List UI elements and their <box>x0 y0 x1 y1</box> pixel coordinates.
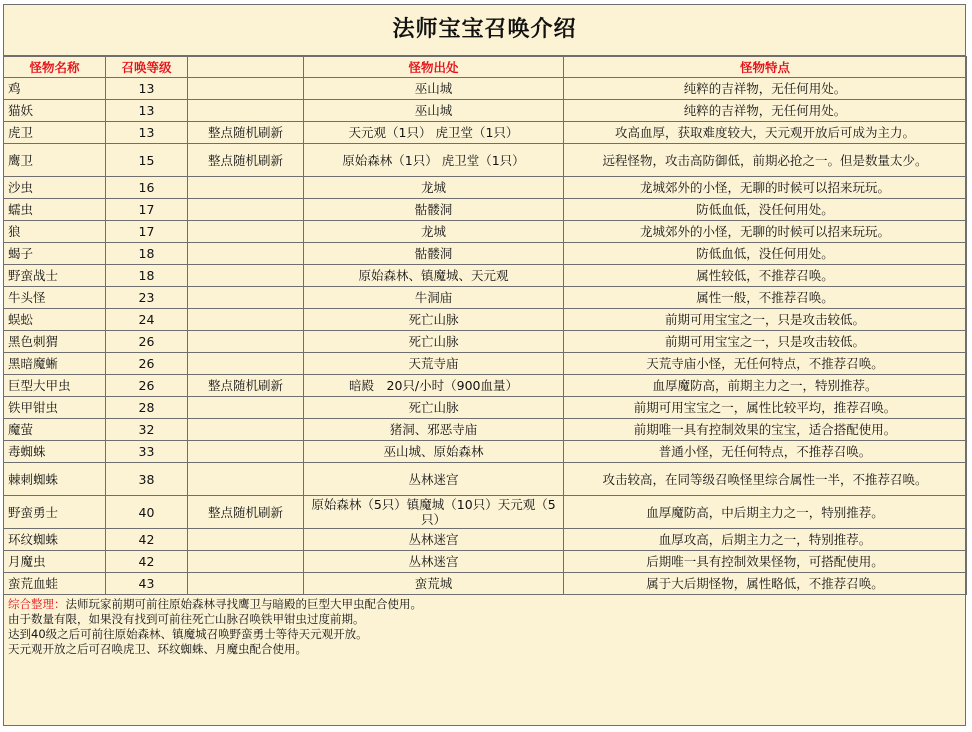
table-row <box>4 144 967 177</box>
monster-name-cell: 鹰卫 <box>4 144 106 177</box>
monster-name-cell: 虎卫 <box>4 122 106 144</box>
summon-level-cell: 26 <box>106 375 188 397</box>
table-row <box>4 496 967 529</box>
table-row <box>4 287 967 309</box>
location-cell: 死亡山脉 <box>304 309 564 331</box>
summon-level-cell: 13 <box>106 78 188 100</box>
summon-level-cell: 17 <box>106 199 188 221</box>
feature-cell: 攻击较高，在同等级召唤怪里综合属性一半，不推荐召唤。 <box>564 463 967 496</box>
monster-name-cell: 牛头怪 <box>4 287 106 309</box>
refresh-note-cell <box>188 463 304 496</box>
refresh-note-cell <box>188 287 304 309</box>
table-row <box>4 331 967 353</box>
monster-name-cell: 月魔虫 <box>4 551 106 573</box>
table-row <box>4 199 967 221</box>
monster-name-cell: 蠕虫 <box>4 199 106 221</box>
table-row <box>4 573 967 595</box>
summon-level-cell: 23 <box>106 287 188 309</box>
location-cell: 巫山城 <box>304 100 564 122</box>
header-feature: 怪物特点 <box>564 57 967 78</box>
location-cell: 原始森林、镇魔城、天元观 <box>304 265 564 287</box>
location-cell: 猪洞、邪恶寺庙 <box>304 419 564 441</box>
feature-cell: 纯粹的吉祥物，无任何用处。 <box>564 78 967 100</box>
location-cell: 蛮荒城 <box>304 573 564 595</box>
location-cell: 死亡山脉 <box>304 331 564 353</box>
summary-line-1: 综合整理：法师玩家前期可前往原始森林寻找鹰卫与暗殿的巨型大甲虫配合使用。 <box>8 597 422 611</box>
feature-cell: 前期可用宝宝之一，只是攻击较低。 <box>564 309 967 331</box>
table-row <box>4 122 967 144</box>
refresh-note-cell <box>188 419 304 441</box>
summary-line-3: 达到40级之后可前往原始森林、镇魔城召唤野蛮勇士等待天元观开放。 <box>8 627 368 641</box>
refresh-note-cell <box>188 177 304 199</box>
feature-cell: 前期可用宝宝之一，只是攻击较低。 <box>564 331 967 353</box>
summary-label: 综合整理： <box>8 597 66 611</box>
summon-level-cell: 40 <box>106 496 188 529</box>
table-row <box>4 265 967 287</box>
feature-cell: 属于大后期怪物，属性略低，不推荐召唤。 <box>564 573 967 595</box>
summon-level-cell: 18 <box>106 265 188 287</box>
location-cell: 天荒寺庙 <box>304 353 564 375</box>
location-cell: 巫山城、原始森林 <box>304 441 564 463</box>
refresh-note-cell: 整点随机刷新 <box>188 144 304 177</box>
summary-line-2: 由于数量有限，如果没有找到可前往死亡山脉召唤铁甲钳虫过度前期。 <box>8 612 365 626</box>
feature-cell: 远程怪物，攻击高防御低，前期必抢之一。但是数量太少。 <box>564 144 967 177</box>
summon-level-cell: 26 <box>106 353 188 375</box>
summon-level-cell: 28 <box>106 397 188 419</box>
feature-cell: 天荒寺庙小怪，无任何特点，不推荐召唤。 <box>564 353 967 375</box>
location-cell: 丛林迷宫 <box>304 463 564 496</box>
feature-cell: 防低血低，没任何用处。 <box>564 199 967 221</box>
monster-name-cell: 猫妖 <box>4 100 106 122</box>
summon-level-cell: 13 <box>106 100 188 122</box>
refresh-note-cell <box>188 243 304 265</box>
monster-name-cell: 巨型大甲虫 <box>4 375 106 397</box>
table-row <box>4 309 967 331</box>
monster-name-cell: 蜈蚣 <box>4 309 106 331</box>
refresh-note-cell <box>188 441 304 463</box>
summon-level-cell: 32 <box>106 419 188 441</box>
spreadsheet <box>3 4 966 726</box>
refresh-note-cell <box>188 331 304 353</box>
refresh-note-cell <box>188 397 304 419</box>
monster-name-cell: 蛮荒血蛙 <box>4 573 106 595</box>
table-row <box>4 78 967 100</box>
location-cell: 天元观（1只） 虎卫堂（1只） <box>304 122 564 144</box>
monster-name-cell: 野蛮勇士 <box>4 496 106 529</box>
feature-cell: 血厚攻高，后期主力之一，特别推荐。 <box>564 529 967 551</box>
feature-cell: 普通小怪，无任何特点，不推荐召唤。 <box>564 441 967 463</box>
monster-name-cell: 魔萤 <box>4 419 106 441</box>
table-row <box>4 397 967 419</box>
monster-name-cell: 环纹蜘蛛 <box>4 529 106 551</box>
location-cell: 原始森林（5只）镇魔城（10只）天元观（5只） <box>304 496 564 529</box>
feature-cell: 后期唯一具有控制效果怪物，可搭配使用。 <box>564 551 967 573</box>
table-row <box>4 419 967 441</box>
summary-line-4: 天元观开放之后可召唤虎卫、环纹蜘蛛、月魔虫配合使用。 <box>8 642 307 656</box>
table-row <box>4 375 967 397</box>
refresh-note-cell: 整点随机刷新 <box>188 375 304 397</box>
refresh-note-cell <box>188 265 304 287</box>
summon-level-cell: 18 <box>106 243 188 265</box>
table-header-row <box>4 57 967 78</box>
location-cell: 龙城 <box>304 177 564 199</box>
summon-level-cell: 17 <box>106 221 188 243</box>
summon-level-cell: 33 <box>106 441 188 463</box>
table-body <box>4 78 967 595</box>
table-row <box>4 463 967 496</box>
location-cell: 龙城 <box>304 221 564 243</box>
location-cell: 巫山城 <box>304 78 564 100</box>
monster-name-cell: 黑暗魔蜥 <box>4 353 106 375</box>
table-row <box>4 551 967 573</box>
feature-cell: 纯粹的吉祥物，无任何用处。 <box>564 100 967 122</box>
refresh-note-cell <box>188 551 304 573</box>
header-name: 怪物名称 <box>4 57 106 78</box>
summon-table <box>3 56 967 595</box>
monster-name-cell: 狼 <box>4 221 106 243</box>
refresh-note-cell: 整点随机刷新 <box>188 496 304 529</box>
refresh-note-cell <box>188 353 304 375</box>
refresh-note-cell <box>188 529 304 551</box>
summary-notes <box>4 595 965 659</box>
feature-cell: 龙城郊外的小怪，无聊的时候可以招来玩玩。 <box>564 177 967 199</box>
summon-level-cell: 13 <box>106 122 188 144</box>
summon-level-cell: 15 <box>106 144 188 177</box>
monster-name-cell: 毒蜘蛛 <box>4 441 106 463</box>
summon-level-cell: 16 <box>106 177 188 199</box>
monster-name-cell: 铁甲钳虫 <box>4 397 106 419</box>
refresh-note-cell <box>188 573 304 595</box>
monster-name-cell: 鸡 <box>4 78 106 100</box>
monster-name-cell: 蝎子 <box>4 243 106 265</box>
monster-name-cell: 野蛮战士 <box>4 265 106 287</box>
location-cell: 牛洞庙 <box>304 287 564 309</box>
refresh-note-cell <box>188 309 304 331</box>
feature-cell: 血厚魔防高，前期主力之一，特别推荐。 <box>564 375 967 397</box>
location-cell: 丛林迷宫 <box>304 529 564 551</box>
summon-level-cell: 38 <box>106 463 188 496</box>
header-refresh <box>188 57 304 78</box>
feature-cell: 属性一般，不推荐召唤。 <box>564 287 967 309</box>
feature-cell: 攻高血厚，获取难度较大，天元观开放后可成为主力。 <box>564 122 967 144</box>
monster-name-cell: 棘刺蜘蛛 <box>4 463 106 496</box>
header-level: 召唤等级 <box>106 57 188 78</box>
summon-level-cell: 26 <box>106 331 188 353</box>
monster-name-cell: 沙虫 <box>4 177 106 199</box>
table-row <box>4 243 967 265</box>
table-row <box>4 100 967 122</box>
feature-cell: 前期唯一具有控制效果的宝宝，适合搭配使用。 <box>564 419 967 441</box>
refresh-note-cell <box>188 199 304 221</box>
summon-level-cell: 24 <box>106 309 188 331</box>
feature-cell: 防低血低，没任何用处。 <box>564 243 967 265</box>
refresh-note-cell: 整点随机刷新 <box>188 122 304 144</box>
location-cell: 原始森林（1只） 虎卫堂（1只） <box>304 144 564 177</box>
feature-cell: 血厚魔防高，中后期主力之一，特别推荐。 <box>564 496 967 529</box>
monster-name-cell: 黑色刺猬 <box>4 331 106 353</box>
location-cell: 丛林迷宫 <box>304 551 564 573</box>
table-row <box>4 177 967 199</box>
table-row <box>4 221 967 243</box>
refresh-note-cell <box>188 221 304 243</box>
header-location: 怪物出处 <box>304 57 564 78</box>
table-row <box>4 441 967 463</box>
location-cell: 骷髅洞 <box>304 199 564 221</box>
location-cell: 骷髅洞 <box>304 243 564 265</box>
summon-level-cell: 42 <box>106 529 188 551</box>
sheet-title: 法师宝宝召唤介绍 <box>4 5 965 56</box>
table-row <box>4 529 967 551</box>
feature-cell: 前期可用宝宝之一，属性比较平均，推荐召唤。 <box>564 397 967 419</box>
refresh-note-cell <box>188 100 304 122</box>
summon-level-cell: 42 <box>106 551 188 573</box>
feature-cell: 属性较低，不推荐召唤。 <box>564 265 967 287</box>
location-cell: 暗殿 20只/小时（900血量） <box>304 375 564 397</box>
table-row <box>4 353 967 375</box>
refresh-note-cell <box>188 78 304 100</box>
location-cell: 死亡山脉 <box>304 397 564 419</box>
summon-level-cell: 43 <box>106 573 188 595</box>
feature-cell: 龙城郊外的小怪，无聊的时候可以招来玩玩。 <box>564 221 967 243</box>
